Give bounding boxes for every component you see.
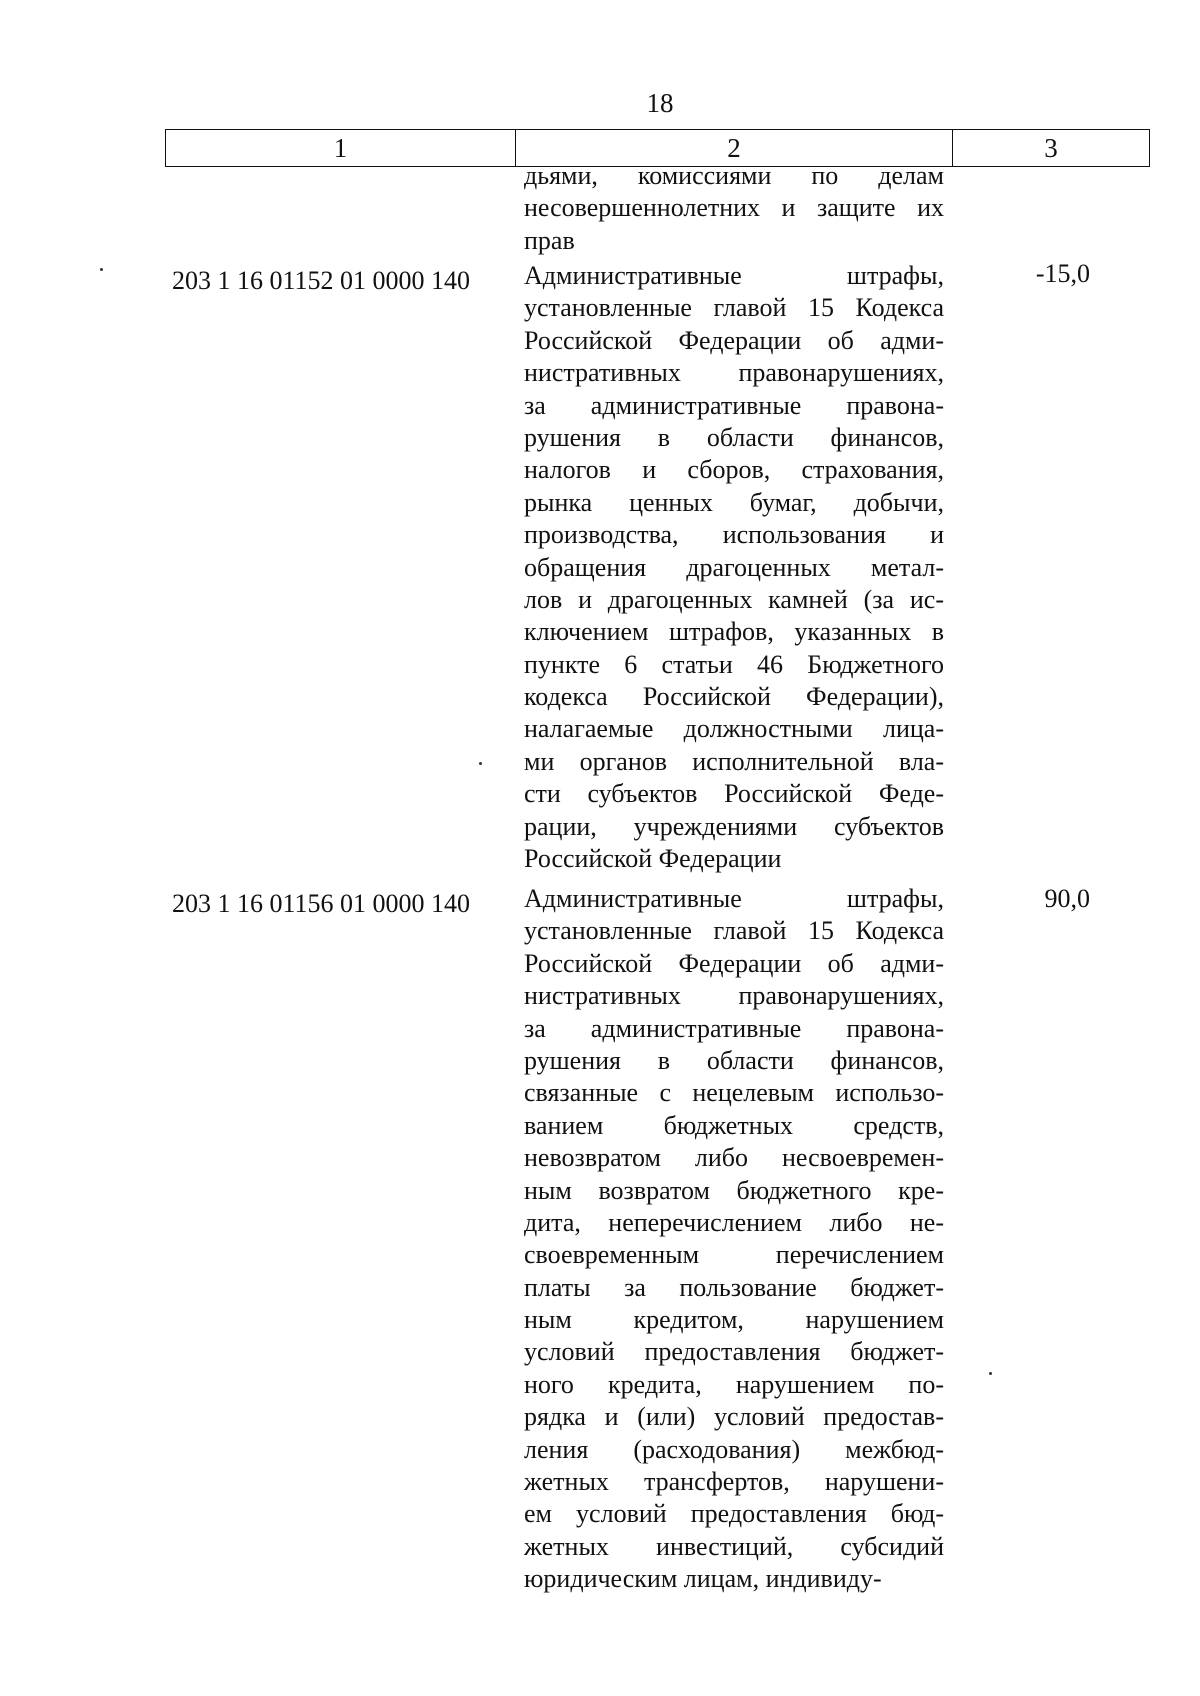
description-line: рядка и (или) условий предостав- xyxy=(524,1402,944,1432)
description-line: ключением штрафов, указанных в xyxy=(524,617,944,647)
description-line: налагаемые должностными лица- xyxy=(524,714,944,744)
description-line: прав xyxy=(524,225,575,255)
description-line: Административные штрафы, xyxy=(524,261,944,290)
description-line: ления (расходования) межбюд- xyxy=(524,1434,944,1464)
description-line: производства, использования и xyxy=(524,520,944,550)
description-line: Российской Федерации xyxy=(524,844,782,874)
description-line: своевременным перечислением xyxy=(524,1240,944,1270)
description-line: нистративных правонарушениях, xyxy=(524,981,944,1011)
header-col-3: 3 xyxy=(1044,133,1058,163)
description-line: налогов и сборов, страхования, xyxy=(524,455,944,485)
description-line: Российской Федерации об адми- xyxy=(524,948,944,978)
description-line: рации, учреждениями субъектов xyxy=(524,811,944,841)
description-line: рушения в области финансов, xyxy=(524,422,944,452)
description-line: пункте 6 статьи 46 Бюджетного xyxy=(524,649,944,679)
description-line: рушения в области финансов, xyxy=(524,1045,944,1075)
description-line: невозвратом либо несвоевремен- xyxy=(524,1143,944,1173)
row-1-description xyxy=(524,260,944,875)
description-line: дьями, комиссиями по делам xyxy=(524,161,944,190)
description-line: сти субъектов Российской Феде- xyxy=(524,779,944,809)
description-line: юридическим лицам, индивиду- xyxy=(524,1564,882,1594)
header-col-1: 1 xyxy=(166,130,516,166)
description-line: жетных трансфертов, нарушени- xyxy=(524,1467,944,1497)
description-line: условий предоставления бюджет- xyxy=(524,1337,944,1367)
description-line: связанные с нецелевым использо- xyxy=(524,1078,944,1108)
description-line: установленные главой 15 Кодекса xyxy=(524,293,944,323)
row-1-code: 203 1 16 01152 01 0000 140 xyxy=(172,266,471,295)
description-line: установленные главой 15 Кодекса xyxy=(524,916,944,946)
description-line: ного кредита, нарушением по- xyxy=(524,1369,944,1399)
description-line: обращения драгоценных метал- xyxy=(524,552,944,582)
description-line: ми органов исполнительной вла- xyxy=(524,746,944,776)
header-col-2: 2 xyxy=(516,130,953,166)
scan-speck xyxy=(100,268,103,271)
row-1-value: -15,0 xyxy=(1035,259,1090,288)
description-line: нистративных правонарушениях, xyxy=(524,358,944,388)
description-line: ем условий предоставления бюд- xyxy=(524,1499,944,1529)
scan-speck xyxy=(989,1372,992,1375)
description-line: за административные правона- xyxy=(524,390,944,420)
description-line: дита, неперечислением либо не- xyxy=(524,1207,944,1237)
continuation-text xyxy=(524,160,944,257)
description-line: кодекса Российской Федерации), xyxy=(524,682,944,712)
row-2-value: 90,0 xyxy=(1044,884,1090,913)
page-number: 18 xyxy=(646,88,674,118)
description-line: ванием бюджетных средств, xyxy=(524,1110,944,1140)
description-line: Административные штрафы, xyxy=(524,884,944,913)
scan-speck xyxy=(479,762,482,765)
description-line: за административные правона- xyxy=(524,1013,944,1043)
description-line: рынка ценных бумаг, добычи, xyxy=(524,487,944,517)
description-line: ным кредитом, нарушением xyxy=(524,1305,944,1335)
row-2-code: 203 1 16 01156 01 0000 140 xyxy=(172,889,471,918)
description-line: Российской Федерации об адми- xyxy=(524,325,944,355)
description-line: жетных инвестиций, субсидий xyxy=(524,1531,944,1561)
description-line: несовершеннолетних и защите их xyxy=(524,193,944,223)
row-2-description xyxy=(524,883,944,1596)
description-line: лов и драгоценных камней (за ис- xyxy=(524,584,944,614)
description-line: платы за пользование бюджет- xyxy=(524,1272,944,1302)
description-line: ным возвратом бюджетного кре- xyxy=(524,1175,944,1205)
